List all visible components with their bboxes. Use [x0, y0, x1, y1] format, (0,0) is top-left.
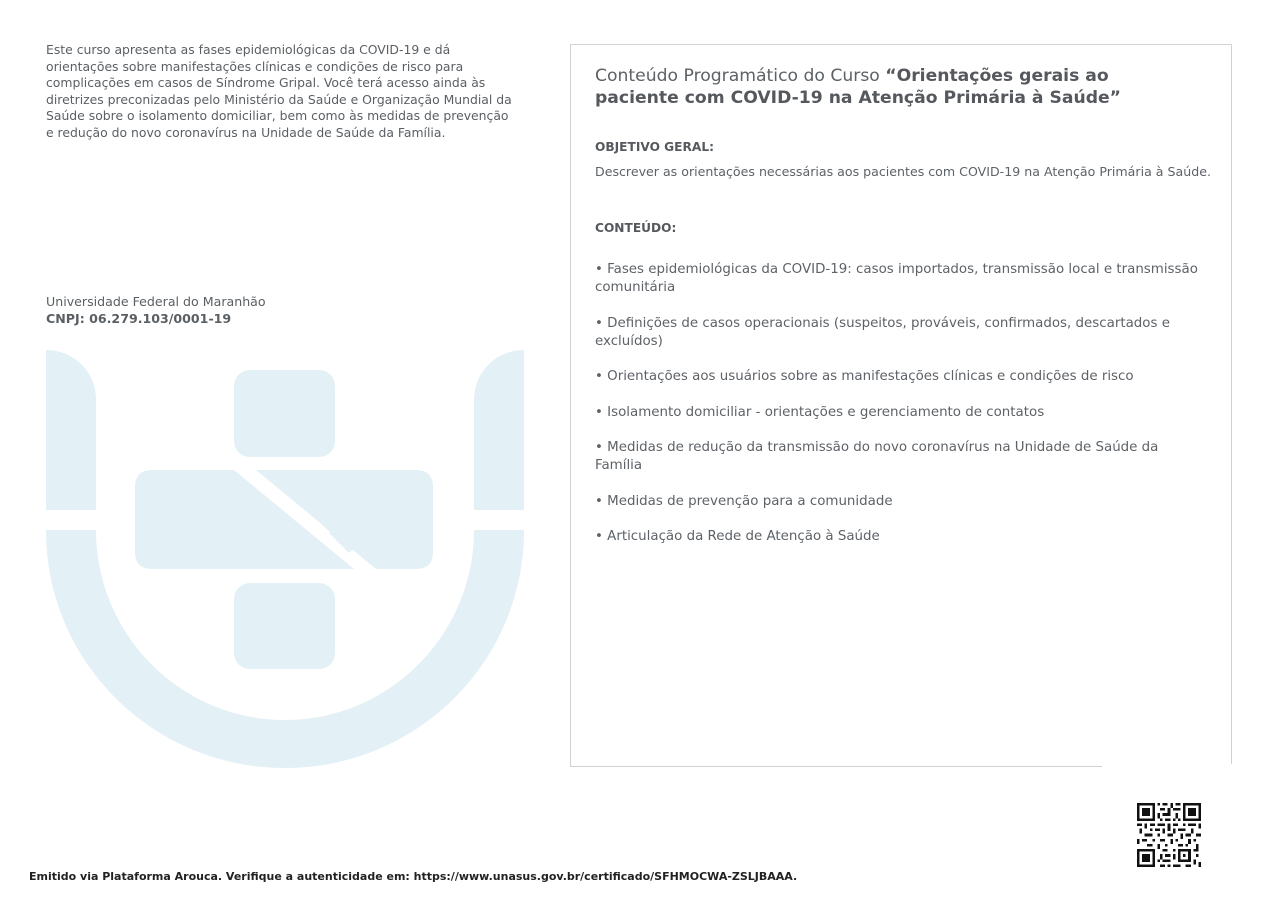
- content-list: [595, 261, 1205, 564]
- institution-cnpj: CNPJ: 06.279.103/0001-19: [46, 311, 232, 326]
- content-item: • Isolamento domiciliar - orientações e gerenciamento de contatos: [595, 404, 1045, 420]
- content-item: • Fases epidemiológicas da COVID-19: casos importados, transmissão local e transmissão comunitária: [595, 262, 1198, 295]
- content-item: • Medidas de redução da transmissão do novo coronavírus na Unidade de Saúde da Família: [595, 440, 1159, 473]
- objective-label: OBJETIVO GERAL:: [595, 140, 714, 154]
- institution-block: [46, 293, 266, 327]
- program-title: [595, 65, 1195, 109]
- qr-code-icon[interactable]: [1137, 803, 1201, 867]
- program-course-name: “Orientações gerais ao paciente com COVID-19 na Atenção Primária à Saúde”: [595, 66, 1121, 108]
- content-label: CONTEÚDO:: [595, 221, 677, 235]
- course-description: Este curso apresenta as fases epidemiológicas da COVID-19 e dá orientações sobre manifestações clínicas e condições de risco para complicações em casos de Síndrome Gripal. Você terá acesso ainda às diretrizes preconizadas pelo Ministério da Saúde e Organização Mundial da Saúde sobre o isolamento domiciliar, bem como às medidas de prevenção e redução do novo coronavírus na Unidade de Saúde da Família.: [46, 42, 512, 140]
- content-item: • Definições de casos operacionais (suspeitos, prováveis, confirmados, descartados e excluídos): [595, 315, 1170, 349]
- content-item: • Articulação da Rede de Atenção à Saúde: [595, 529, 880, 544]
- content-item: • Orientações aos usuários sobre as manifestações clínicas e condições de risco: [595, 369, 1134, 384]
- content-item: • Medidas de prevenção para a comunidade: [595, 493, 893, 509]
- university-logo-watermark-icon: [46, 350, 524, 770]
- objective-text: Descrever as orientações necessárias aos pacientes com COVID-19 na Atenção Primária à Saúde.: [595, 164, 1211, 179]
- course-program-card: [570, 44, 1232, 767]
- card-corner-gap: [1102, 764, 1236, 772]
- institution-name: Universidade Federal do Maranhão: [46, 294, 266, 309]
- verification-footer: Emitido via Plataforma Arouca. Verifique a autenticidade em: https://www.unasus.gov.br/certificado/SFHMOCWA-ZSLJBAAA.: [29, 870, 798, 883]
- program-title-prefix: Conteúdo Programático do Curso: [595, 66, 886, 86]
